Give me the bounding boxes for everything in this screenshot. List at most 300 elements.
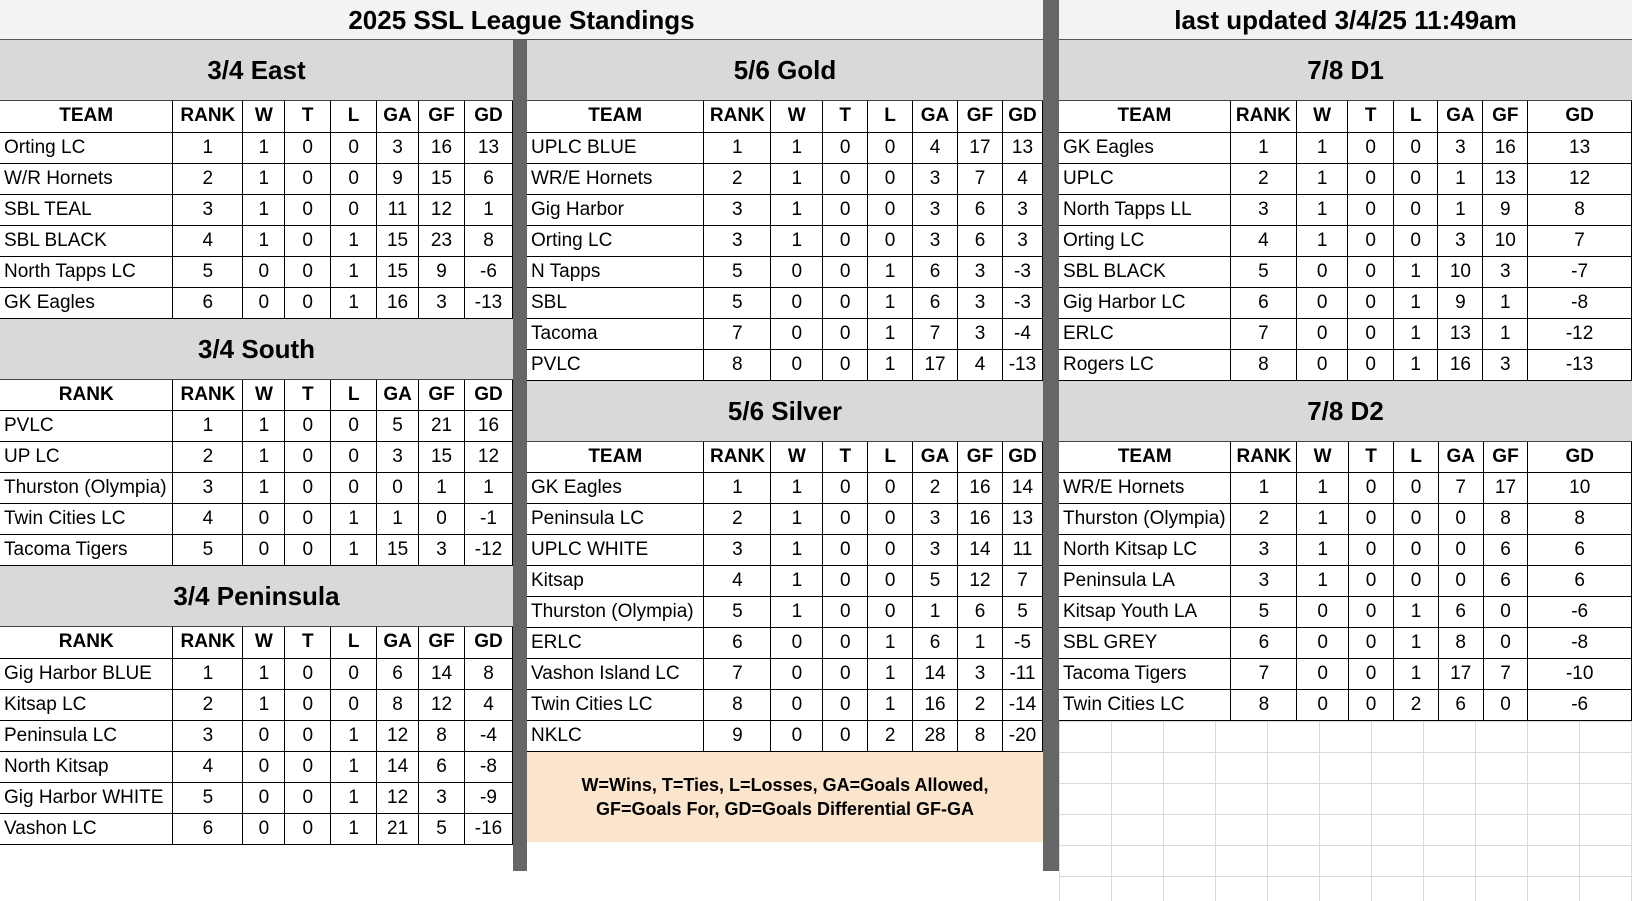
column-header: W bbox=[243, 627, 285, 658]
team-name-cell: Vashon Island LC bbox=[527, 659, 704, 690]
stat-cell: 1 bbox=[243, 689, 285, 720]
table-row bbox=[527, 659, 1043, 690]
column-header: T bbox=[285, 627, 331, 658]
stat-cell: 0 bbox=[1394, 535, 1438, 566]
column-header: L bbox=[868, 101, 913, 132]
column-right bbox=[1059, 40, 1632, 901]
team-name-cell: SBL BLACK bbox=[0, 225, 173, 256]
table-row bbox=[527, 225, 1043, 256]
stat-cell: 0 bbox=[1393, 132, 1438, 163]
header-row bbox=[0, 380, 513, 411]
table-row bbox=[1059, 597, 1632, 628]
team-name-cell: Tacoma bbox=[527, 318, 704, 349]
team-name-cell: Kitsap LC bbox=[0, 689, 173, 720]
stat-cell: 13 bbox=[464, 132, 512, 163]
stat-cell: 0 bbox=[823, 256, 868, 287]
stat-cell: 8 bbox=[419, 720, 465, 751]
stat-cell: 0 bbox=[823, 659, 868, 690]
table-row bbox=[1059, 287, 1632, 318]
column-header: T bbox=[285, 380, 331, 411]
stat-cell: 0 bbox=[285, 225, 331, 256]
stat-cell: 1 bbox=[243, 473, 285, 504]
stat-cell: -8 bbox=[1528, 628, 1632, 659]
stat-cell: 3 bbox=[419, 287, 465, 318]
stat-cell: 7 bbox=[1230, 318, 1296, 349]
table-row bbox=[1059, 225, 1632, 256]
stat-cell: 0 bbox=[823, 566, 868, 597]
column-header: RANK bbox=[704, 442, 771, 473]
stat-cell: 3 bbox=[704, 194, 771, 225]
team-name-cell: Tacoma Tigers bbox=[1059, 659, 1231, 690]
column-header: TEAM bbox=[527, 101, 704, 132]
stat-cell: 5 bbox=[1230, 256, 1296, 287]
stat-cell: 0 bbox=[1348, 659, 1393, 690]
stat-cell: 0 bbox=[868, 504, 913, 535]
stat-cell: 0 bbox=[285, 504, 331, 535]
stat-cell: 16 bbox=[465, 411, 513, 442]
stat-cell: 8 bbox=[1528, 504, 1632, 535]
column-header: W bbox=[1297, 442, 1348, 473]
stat-cell: 6 bbox=[173, 287, 243, 318]
column-header: GF bbox=[1483, 442, 1528, 473]
stat-cell: 0 bbox=[285, 658, 331, 689]
stat-cell: 3 bbox=[1002, 194, 1042, 225]
column-header: GA bbox=[377, 101, 419, 132]
stat-cell: 2 bbox=[173, 689, 243, 720]
stat-cell: 0 bbox=[1348, 194, 1394, 225]
column-header: GF bbox=[419, 380, 465, 411]
stat-cell: 1 bbox=[771, 163, 823, 194]
column-header: W bbox=[243, 380, 285, 411]
table-row bbox=[527, 566, 1043, 597]
team-name-cell: WR/E Hornets bbox=[1059, 473, 1231, 504]
table-row bbox=[527, 256, 1043, 287]
stat-cell: 6 bbox=[913, 256, 958, 287]
stat-cell: 1 bbox=[331, 720, 377, 751]
section-title: 5/6 Silver bbox=[527, 381, 1043, 442]
stat-cell: 12 bbox=[377, 782, 419, 813]
stat-cell: 0 bbox=[868, 225, 913, 256]
stat-cell: 8 bbox=[1438, 628, 1483, 659]
standings-table bbox=[527, 101, 1043, 381]
stat-cell: 3 bbox=[1438, 225, 1483, 256]
stat-cell: -10 bbox=[1528, 659, 1632, 690]
team-name-cell: GK Eagles bbox=[1059, 132, 1230, 163]
stat-cell: 0 bbox=[771, 690, 823, 721]
stat-cell: 6 bbox=[958, 225, 1003, 256]
stat-cell: 12 bbox=[1528, 163, 1632, 194]
section-title: 3/4 South bbox=[0, 319, 513, 380]
stat-cell: 14 bbox=[419, 658, 465, 689]
stat-cell: 1 bbox=[243, 163, 285, 194]
stat-cell: 1 bbox=[771, 535, 823, 566]
stat-cell: 0 bbox=[1438, 566, 1483, 597]
stat-cell: 2 bbox=[704, 504, 771, 535]
stat-cell: 0 bbox=[1394, 504, 1438, 535]
stat-cell: 1 bbox=[868, 256, 913, 287]
table-row bbox=[0, 163, 513, 194]
stat-cell: 16 bbox=[913, 690, 958, 721]
stat-cell: 0 bbox=[1393, 163, 1438, 194]
stat-cell: -3 bbox=[1002, 256, 1042, 287]
stat-cell: 0 bbox=[1393, 225, 1438, 256]
stat-cell: 0 bbox=[1348, 349, 1394, 380]
stat-cell: 0 bbox=[1348, 504, 1393, 535]
stat-cell: 0 bbox=[243, 751, 285, 782]
stat-cell: 1 bbox=[1393, 256, 1438, 287]
stat-cell: 3 bbox=[1231, 535, 1297, 566]
legend-text: GF=Goals For, GD=Goals Differential GF-GA bbox=[595, 799, 975, 819]
column-header: T bbox=[1348, 101, 1394, 132]
stat-cell: 3 bbox=[1438, 132, 1483, 163]
stat-cell: 0 bbox=[331, 689, 377, 720]
stat-cell: 7 bbox=[1231, 659, 1297, 690]
stat-cell: 11 bbox=[1002, 535, 1042, 566]
stat-cell: 1 bbox=[771, 504, 823, 535]
team-name-cell: Gig Harbor WHITE bbox=[0, 782, 173, 813]
stat-cell: 3 bbox=[419, 782, 465, 813]
table-row bbox=[527, 535, 1043, 566]
table-row bbox=[527, 287, 1043, 318]
stat-cell: 1 bbox=[1297, 473, 1348, 504]
stat-cell: 0 bbox=[1348, 287, 1394, 318]
stat-cell: 16 bbox=[1483, 132, 1528, 163]
column-header: W bbox=[771, 101, 823, 132]
stat-cell: 0 bbox=[419, 504, 465, 535]
stat-cell: 1 bbox=[1393, 287, 1438, 318]
stat-cell: -8 bbox=[1528, 287, 1632, 318]
team-name-cell: Peninsula LC bbox=[0, 720, 173, 751]
stat-cell: 13 bbox=[1483, 163, 1528, 194]
stat-cell: -20 bbox=[1002, 721, 1042, 752]
stat-cell: 1 bbox=[1393, 318, 1438, 349]
section-title: 7/8 D2 bbox=[1059, 381, 1632, 442]
team-name-cell: Peninsula LC bbox=[527, 504, 704, 535]
stat-cell: 0 bbox=[331, 473, 377, 504]
column-header: GA bbox=[1438, 442, 1483, 473]
stat-cell: 2 bbox=[1231, 504, 1297, 535]
stat-cell: 21 bbox=[377, 813, 419, 844]
stat-cell: 2 bbox=[173, 163, 243, 194]
stat-cell: 1 bbox=[771, 566, 823, 597]
table-row bbox=[1059, 349, 1632, 380]
stat-cell: 0 bbox=[823, 349, 868, 380]
standings-table bbox=[0, 380, 513, 567]
stat-cell: 8 bbox=[1230, 349, 1296, 380]
column-header: GF bbox=[1483, 101, 1528, 132]
stat-cell: -11 bbox=[1002, 659, 1042, 690]
stat-cell: 7 bbox=[1528, 225, 1632, 256]
stat-cell: 0 bbox=[823, 721, 868, 752]
stat-cell: 0 bbox=[1297, 690, 1348, 721]
stat-cell: 3 bbox=[1230, 194, 1296, 225]
stat-cell: 0 bbox=[868, 163, 913, 194]
page-title: 2025 SSL League Standings bbox=[0, 0, 1043, 40]
stat-cell: 0 bbox=[331, 442, 377, 473]
stat-cell: 1 bbox=[1393, 349, 1438, 380]
header-row bbox=[527, 101, 1043, 132]
stat-cell: 1 bbox=[771, 597, 823, 628]
header-row bbox=[1059, 442, 1632, 473]
stat-cell: 0 bbox=[823, 504, 868, 535]
stat-cell: 12 bbox=[419, 689, 465, 720]
column-header: GF bbox=[419, 627, 465, 658]
stat-cell: 1 bbox=[243, 225, 285, 256]
stat-cell: 1 bbox=[377, 504, 419, 535]
column-header: RANK bbox=[1231, 442, 1297, 473]
team-name-cell: North Tapps LL bbox=[1059, 194, 1230, 225]
stat-cell: 0 bbox=[868, 597, 913, 628]
standings-table bbox=[1059, 442, 1632, 722]
stat-cell: -1 bbox=[465, 504, 513, 535]
stat-cell: -13 bbox=[1528, 349, 1632, 380]
stat-cell: 0 bbox=[1297, 597, 1348, 628]
stat-cell: 1 bbox=[243, 658, 285, 689]
stat-cell: 1 bbox=[771, 225, 823, 256]
stat-cell: 0 bbox=[285, 720, 331, 751]
column-divider bbox=[513, 40, 527, 871]
stat-cell: 4 bbox=[173, 751, 243, 782]
team-name-cell: SBL BLACK bbox=[1059, 256, 1230, 287]
table-row bbox=[0, 473, 513, 504]
table-row bbox=[0, 442, 513, 473]
stat-cell: 17 bbox=[958, 132, 1003, 163]
stat-cell: 0 bbox=[823, 287, 868, 318]
stat-cell: 4 bbox=[913, 132, 958, 163]
standings-table bbox=[1059, 101, 1632, 381]
team-name-cell: Rogers LC bbox=[1059, 349, 1230, 380]
stat-cell: 1 bbox=[1438, 194, 1483, 225]
stat-cell: 5 bbox=[1002, 597, 1042, 628]
column-header: T bbox=[823, 101, 868, 132]
stat-cell: 9 bbox=[704, 721, 771, 752]
table-row bbox=[527, 132, 1043, 163]
stat-cell: 0 bbox=[285, 287, 331, 318]
team-name-cell: North Kitsap LC bbox=[1059, 535, 1231, 566]
column-header: GD bbox=[465, 380, 513, 411]
team-name-cell: Orting LC bbox=[1059, 225, 1230, 256]
stat-cell: 6 bbox=[958, 194, 1003, 225]
team-name-cell: Kitsap bbox=[527, 566, 704, 597]
stat-cell: 0 bbox=[1348, 566, 1393, 597]
header-row bbox=[527, 442, 1043, 473]
stat-cell: 0 bbox=[771, 318, 823, 349]
stat-cell: 10 bbox=[1528, 473, 1632, 504]
table-row bbox=[527, 721, 1043, 752]
team-name-cell: Thurston (Olympia) bbox=[527, 597, 704, 628]
table-row bbox=[1059, 566, 1632, 597]
stat-cell: -12 bbox=[1528, 318, 1632, 349]
last-updated: last updated 3/4/25 11:49am bbox=[1059, 0, 1632, 40]
stat-cell: 4 bbox=[1230, 225, 1296, 256]
team-name-cell: ERLC bbox=[1059, 318, 1230, 349]
stat-cell: 5 bbox=[704, 256, 771, 287]
column-header: GF bbox=[419, 101, 465, 132]
stat-cell: 1 bbox=[243, 132, 285, 163]
stat-cell: 1 bbox=[771, 194, 823, 225]
stat-cell: -12 bbox=[465, 535, 513, 566]
stat-cell: 4 bbox=[704, 566, 771, 597]
stat-cell: 0 bbox=[331, 194, 377, 225]
table-row bbox=[0, 720, 513, 751]
stat-cell: 6 bbox=[1528, 566, 1632, 597]
team-name-cell: PVLC bbox=[527, 349, 704, 380]
stat-cell: 1 bbox=[1231, 473, 1297, 504]
table-row bbox=[527, 349, 1043, 380]
table-row bbox=[527, 628, 1043, 659]
stat-cell: 1 bbox=[1394, 628, 1438, 659]
table-row bbox=[527, 318, 1043, 349]
stat-cell: 0 bbox=[331, 658, 377, 689]
stat-cell: 8 bbox=[704, 349, 771, 380]
table-row bbox=[0, 256, 513, 287]
table-row bbox=[1059, 163, 1632, 194]
table-row bbox=[1059, 504, 1632, 535]
standings-section-5-6-silver bbox=[527, 381, 1043, 753]
stat-cell: 0 bbox=[771, 628, 823, 659]
stat-cell: 6 bbox=[1438, 597, 1483, 628]
stat-cell: 0 bbox=[1348, 256, 1394, 287]
column-header: GA bbox=[913, 442, 958, 473]
team-name-cell: UPLC bbox=[1059, 163, 1230, 194]
team-name-cell: Thurston (Olympia) bbox=[0, 473, 173, 504]
stat-cell: 0 bbox=[243, 256, 285, 287]
column-header: TEAM bbox=[0, 101, 173, 132]
stat-cell: 5 bbox=[913, 566, 958, 597]
stat-cell: 0 bbox=[1393, 194, 1438, 225]
stat-cell: -8 bbox=[465, 751, 513, 782]
column-divider bbox=[1043, 0, 1059, 871]
stat-cell: 3 bbox=[173, 194, 243, 225]
stat-cell: 0 bbox=[1438, 535, 1483, 566]
stat-cell: 6 bbox=[419, 751, 465, 782]
stat-cell: 1 bbox=[771, 132, 823, 163]
stat-cell: 1 bbox=[331, 287, 377, 318]
stat-cell: 1 bbox=[243, 442, 285, 473]
column-header: GD bbox=[1528, 442, 1632, 473]
stat-cell: 3 bbox=[913, 504, 958, 535]
stat-cell: 3 bbox=[704, 225, 771, 256]
stat-cell: 1 bbox=[1394, 597, 1438, 628]
stat-cell: 1 bbox=[419, 473, 465, 504]
stat-cell: 8 bbox=[1483, 504, 1528, 535]
stat-cell: 1 bbox=[1296, 225, 1348, 256]
stat-cell: 3 bbox=[1002, 225, 1042, 256]
stat-cell: 1 bbox=[1297, 535, 1348, 566]
team-name-cell: GK Eagles bbox=[0, 287, 173, 318]
stat-cell: 0 bbox=[1348, 535, 1393, 566]
stat-cell: 3 bbox=[958, 256, 1003, 287]
stat-cell: 0 bbox=[1296, 349, 1348, 380]
stat-cell: 6 bbox=[913, 287, 958, 318]
stat-cell: 1 bbox=[1483, 318, 1528, 349]
stat-cell: 0 bbox=[1483, 628, 1528, 659]
stat-cell: 12 bbox=[377, 720, 419, 751]
team-name-cell: Gig Harbor BLUE bbox=[0, 658, 173, 689]
stat-cell: 6 bbox=[1483, 566, 1528, 597]
stat-cell: 0 bbox=[1483, 597, 1528, 628]
stat-cell: 8 bbox=[704, 690, 771, 721]
stat-cell: 3 bbox=[913, 194, 958, 225]
stat-cell: 14 bbox=[1002, 473, 1042, 504]
stat-cell: 3 bbox=[958, 318, 1003, 349]
stat-cell: 3 bbox=[1483, 256, 1528, 287]
stat-cell: -6 bbox=[1528, 690, 1632, 721]
header-row bbox=[0, 101, 513, 132]
legend-box bbox=[527, 752, 1043, 842]
stat-cell: 0 bbox=[823, 163, 868, 194]
stat-cell: 4 bbox=[1002, 163, 1042, 194]
table-row bbox=[0, 813, 513, 844]
stat-cell: 3 bbox=[173, 720, 243, 751]
stat-cell: 1 bbox=[173, 411, 243, 442]
table-row bbox=[0, 535, 513, 566]
header-row bbox=[1059, 101, 1632, 132]
team-name-cell: Gig Harbor LC bbox=[1059, 287, 1230, 318]
stat-cell: -6 bbox=[1528, 597, 1632, 628]
column-header: GD bbox=[1002, 101, 1042, 132]
stat-cell: 0 bbox=[1348, 690, 1393, 721]
team-name-cell: Twin Cities LC bbox=[0, 504, 173, 535]
table-row bbox=[0, 504, 513, 535]
stat-cell: 3 bbox=[913, 225, 958, 256]
stat-cell: 16 bbox=[958, 473, 1003, 504]
stat-cell: 1 bbox=[331, 813, 377, 844]
stat-cell: 0 bbox=[1348, 473, 1393, 504]
column-header: GA bbox=[913, 101, 958, 132]
stat-cell: 17 bbox=[1438, 659, 1483, 690]
stat-cell: 8 bbox=[1528, 194, 1632, 225]
stat-cell: 6 bbox=[1528, 535, 1632, 566]
stat-cell: 7 bbox=[704, 318, 771, 349]
stat-cell: 3 bbox=[377, 132, 419, 163]
stat-cell: 12 bbox=[465, 442, 513, 473]
stat-cell: 17 bbox=[1483, 473, 1528, 504]
table-row bbox=[1059, 628, 1632, 659]
column-header: T bbox=[823, 442, 868, 473]
stat-cell: 1 bbox=[1297, 504, 1348, 535]
stat-cell: 6 bbox=[1438, 690, 1483, 721]
stat-cell: 0 bbox=[1438, 504, 1483, 535]
stat-cell: 0 bbox=[243, 782, 285, 813]
column-header: W bbox=[771, 442, 823, 473]
column-header: TEAM bbox=[1059, 442, 1231, 473]
stat-cell: 8 bbox=[465, 658, 513, 689]
stat-cell: 2 bbox=[868, 721, 913, 752]
column-header: TEAM bbox=[527, 442, 704, 473]
stat-cell: 0 bbox=[868, 132, 913, 163]
stat-cell: 5 bbox=[377, 411, 419, 442]
table-row bbox=[0, 689, 513, 720]
column-header: RANK bbox=[1230, 101, 1296, 132]
stat-cell: 0 bbox=[285, 535, 331, 566]
table-row bbox=[527, 194, 1043, 225]
stat-cell: 1 bbox=[331, 751, 377, 782]
standings-section-3-4-south bbox=[0, 319, 513, 567]
table-row bbox=[0, 225, 513, 256]
table-row bbox=[0, 132, 513, 163]
stat-cell: 0 bbox=[823, 690, 868, 721]
stat-cell: 4 bbox=[958, 349, 1003, 380]
stat-cell: 14 bbox=[913, 659, 958, 690]
stat-cell: 0 bbox=[1296, 287, 1348, 318]
stat-cell: 2 bbox=[1394, 690, 1438, 721]
stat-cell: -6 bbox=[464, 256, 512, 287]
stat-cell: 1 bbox=[868, 287, 913, 318]
stat-cell: 16 bbox=[377, 287, 419, 318]
stat-cell: 5 bbox=[704, 597, 771, 628]
table-row bbox=[1059, 473, 1632, 504]
